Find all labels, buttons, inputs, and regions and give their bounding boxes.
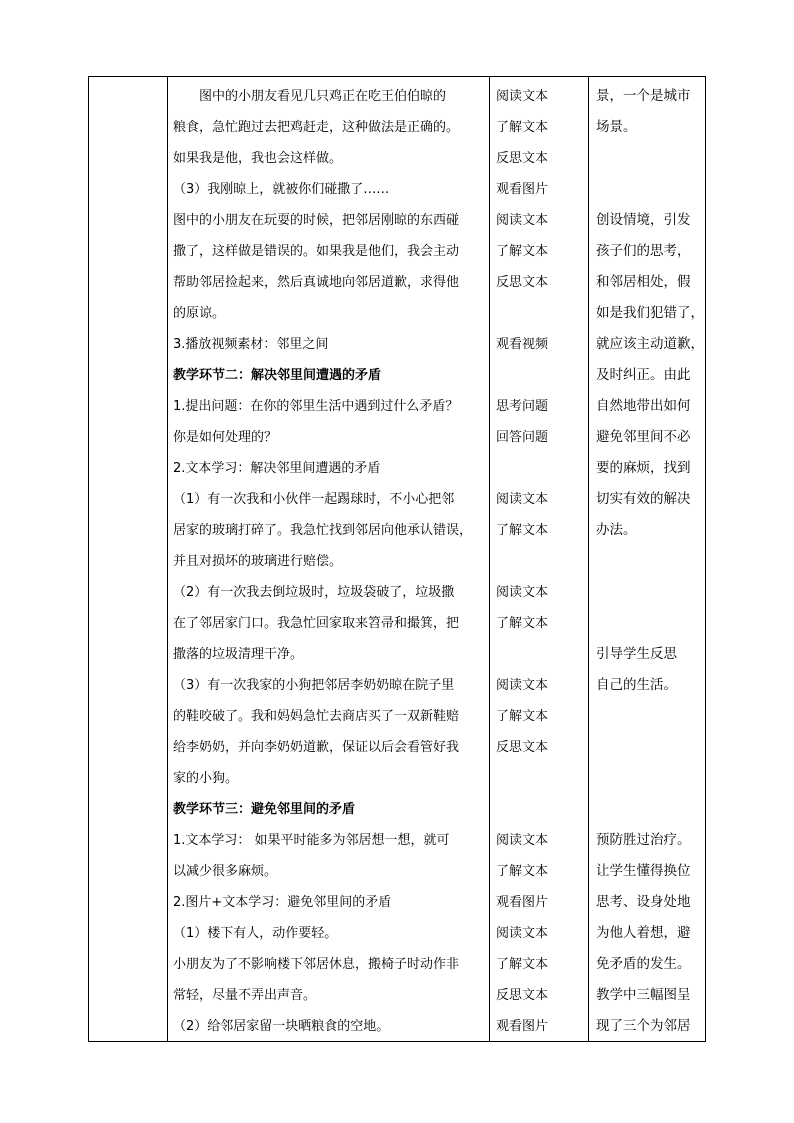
- content-line: （1）有一次我和小伙伴一起踢球时，不小心把邻: [173, 492, 455, 507]
- intent-line: 创设情境，引发: [596, 212, 691, 228]
- intent-line: 如是我们犯错了，: [596, 305, 704, 321]
- intent-line: [596, 794, 704, 825]
- activity-line: 了解文本: [496, 864, 549, 879]
- activity-line: [496, 763, 588, 794]
- lesson-table: [88, 76, 706, 1042]
- activity-line: [496, 794, 588, 825]
- content-line: 图中的小朋友在玩耍的时候，把邻居刚晾的东西碰: [173, 213, 460, 228]
- content-line: 图中的小朋友看见几只鸡正在吃王伯伯晾的: [199, 89, 447, 104]
- content-line: 小朋友为了不影响楼下邻居休息，搬椅子时动作非: [173, 957, 460, 972]
- content-line: 在了邻居家门口。我急忙回家取来笤帚和撮箕，把: [173, 616, 460, 631]
- content-line: 你是如何处理的？: [173, 430, 278, 445]
- content-line: 帮助邻居捡起来，然后真诚地向邻居道歉，求得他: [173, 275, 460, 290]
- intent-line: 和邻居相处，假: [596, 274, 691, 290]
- intent-line: 自己的生活。: [596, 677, 677, 693]
- content-line: 2.图片+文本学习：避免邻里间的矛盾: [173, 895, 392, 910]
- intent-line: 场景。: [596, 119, 637, 135]
- activity-line: 反思文本: [496, 275, 549, 290]
- activity-line: 阅读文本: [496, 213, 549, 228]
- intent-line: [596, 763, 704, 794]
- intent-line: [596, 732, 704, 763]
- content-line: 的原谅。: [173, 306, 226, 321]
- activity-line: 阅读文本: [496, 492, 549, 507]
- activity-line: 阅读文本: [496, 926, 549, 941]
- activity-line: 阅读文本: [496, 585, 549, 600]
- intent-line: 避免邻里间不必: [596, 429, 691, 445]
- content-line: 给李奶奶，并向李奶奶道歉，保证以后会看管好我: [173, 740, 460, 755]
- intent-line: 切实有效的解决: [596, 491, 691, 507]
- intent-line: 现了三个为邻居: [596, 1018, 691, 1034]
- content-line: 居家的玻璃打碎了。我急忙找到邻居向他承认错误，: [173, 523, 473, 538]
- content-line: 粮食，急忙跑过去把鸡赶走，这种做法是正确的。: [173, 120, 460, 135]
- teaching-content-column: [173, 81, 485, 1042]
- activity-line: [496, 453, 588, 484]
- column-divider: [489, 77, 490, 1041]
- activity-line: 观看图片: [496, 182, 549, 197]
- intent-line: 景，一个是城市: [596, 88, 691, 104]
- content-line: 以减少很多麻烦。: [173, 864, 278, 879]
- content-line: （1）楼下有人，动作要轻。: [173, 926, 338, 941]
- content-line: 撒了，这样做是错误的。如果我是他们，我会主动: [173, 244, 460, 259]
- content-line: 撒落的垃圾清理干净。: [173, 647, 304, 662]
- content-line: （2）有一次我去倒垃圾时，垃圾袋破了，垃圾撒: [173, 585, 455, 600]
- intent-line: 自然地带出如何: [596, 398, 691, 414]
- content-line: 常轻，尽量不弄出声音。: [173, 988, 317, 1003]
- intent-line: 思考、设身处地: [596, 894, 691, 910]
- activity-line: [496, 298, 588, 329]
- activity-line: 观看视频: [496, 337, 549, 352]
- content-line: 1.提出问题：在你的邻里生活中遇到过什么矛盾？: [173, 399, 459, 414]
- intent-line: 预防胜过治疗。: [596, 832, 691, 848]
- section-heading: 教学环节二：解决邻里间遭遇的矛盾: [173, 368, 382, 383]
- intent-line: [596, 701, 704, 732]
- activity-line: 思考问题: [496, 399, 549, 414]
- intent-line: [596, 546, 704, 577]
- activity-line: 了解文本: [496, 244, 549, 259]
- activity-line: 了解文本: [496, 957, 549, 972]
- activity-line: 了解文本: [496, 616, 549, 631]
- intent-line: [596, 577, 704, 608]
- activity-line: 观看图片: [496, 895, 549, 910]
- content-line: 3.播放视频素材：邻里之间: [173, 337, 329, 352]
- intent-line: [596, 174, 704, 205]
- intent-line: 为他人着想，避: [596, 925, 691, 941]
- intent-line: 引导学生反思: [596, 646, 677, 662]
- intent-line: 办法。: [596, 522, 637, 538]
- activity-line: 回答问题: [496, 430, 549, 445]
- activity-line: 反思文本: [496, 151, 549, 166]
- activity-line: 反思文本: [496, 988, 549, 1003]
- content-line: （3）有一次我家的小狗把邻居李奶奶晾在院子里: [173, 678, 455, 693]
- activity-line: [496, 546, 588, 577]
- content-line: 2.文本学习：解决邻里间遭遇的矛盾: [173, 461, 381, 476]
- content-line: 并且对损坏的玻璃进行赔偿。: [173, 554, 343, 569]
- content-line: （3）我刚晾上，就被你们碰撒了……: [173, 182, 390, 197]
- content-line: （2）给邻居家留一块晒粮食的空地。: [173, 1019, 390, 1034]
- student-activity-column: [496, 81, 588, 1042]
- column-divider: [588, 77, 589, 1041]
- content-line: 1.文本学习： 如果平时能多为邻居想一想，就可: [173, 833, 450, 848]
- intent-line: 孩子们的思考，: [596, 243, 691, 259]
- column-divider: [167, 77, 168, 1041]
- activity-line: 阅读文本: [496, 89, 549, 104]
- activity-line: 了解文本: [496, 120, 549, 135]
- intent-line: [596, 608, 704, 639]
- activity-line: 反思文本: [496, 740, 549, 755]
- intent-line: 及时纠正。由此: [596, 367, 691, 383]
- intent-line: 免矛盾的发生。: [596, 956, 691, 972]
- content-line: 的鞋咬破了。我和妈妈急忙去商店买了一双新鞋赔: [173, 709, 460, 724]
- activity-line: [496, 639, 588, 670]
- section-heading: 教学环节三：避免邻里间的矛盾: [173, 802, 356, 817]
- intent-line: [596, 143, 704, 174]
- activity-line: 阅读文本: [496, 678, 549, 693]
- activity-line: 阅读文本: [496, 833, 549, 848]
- activity-line: 了解文本: [496, 709, 549, 724]
- intent-line: 就应该主动道歉，: [596, 336, 704, 352]
- intent-line: 要的麻烦，找到: [596, 460, 691, 476]
- activity-line: 观看图片: [496, 1019, 549, 1034]
- content-line: 家的小狗。: [173, 771, 239, 786]
- intent-line: 教学中三幅图呈: [596, 987, 691, 1003]
- content-line: 如果我是他，我也会这样做。: [173, 151, 343, 166]
- activity-line: [496, 360, 588, 391]
- design-intent-column: [596, 81, 704, 1042]
- intent-line: 让学生懂得换位: [596, 863, 691, 879]
- activity-line: 了解文本: [496, 523, 549, 538]
